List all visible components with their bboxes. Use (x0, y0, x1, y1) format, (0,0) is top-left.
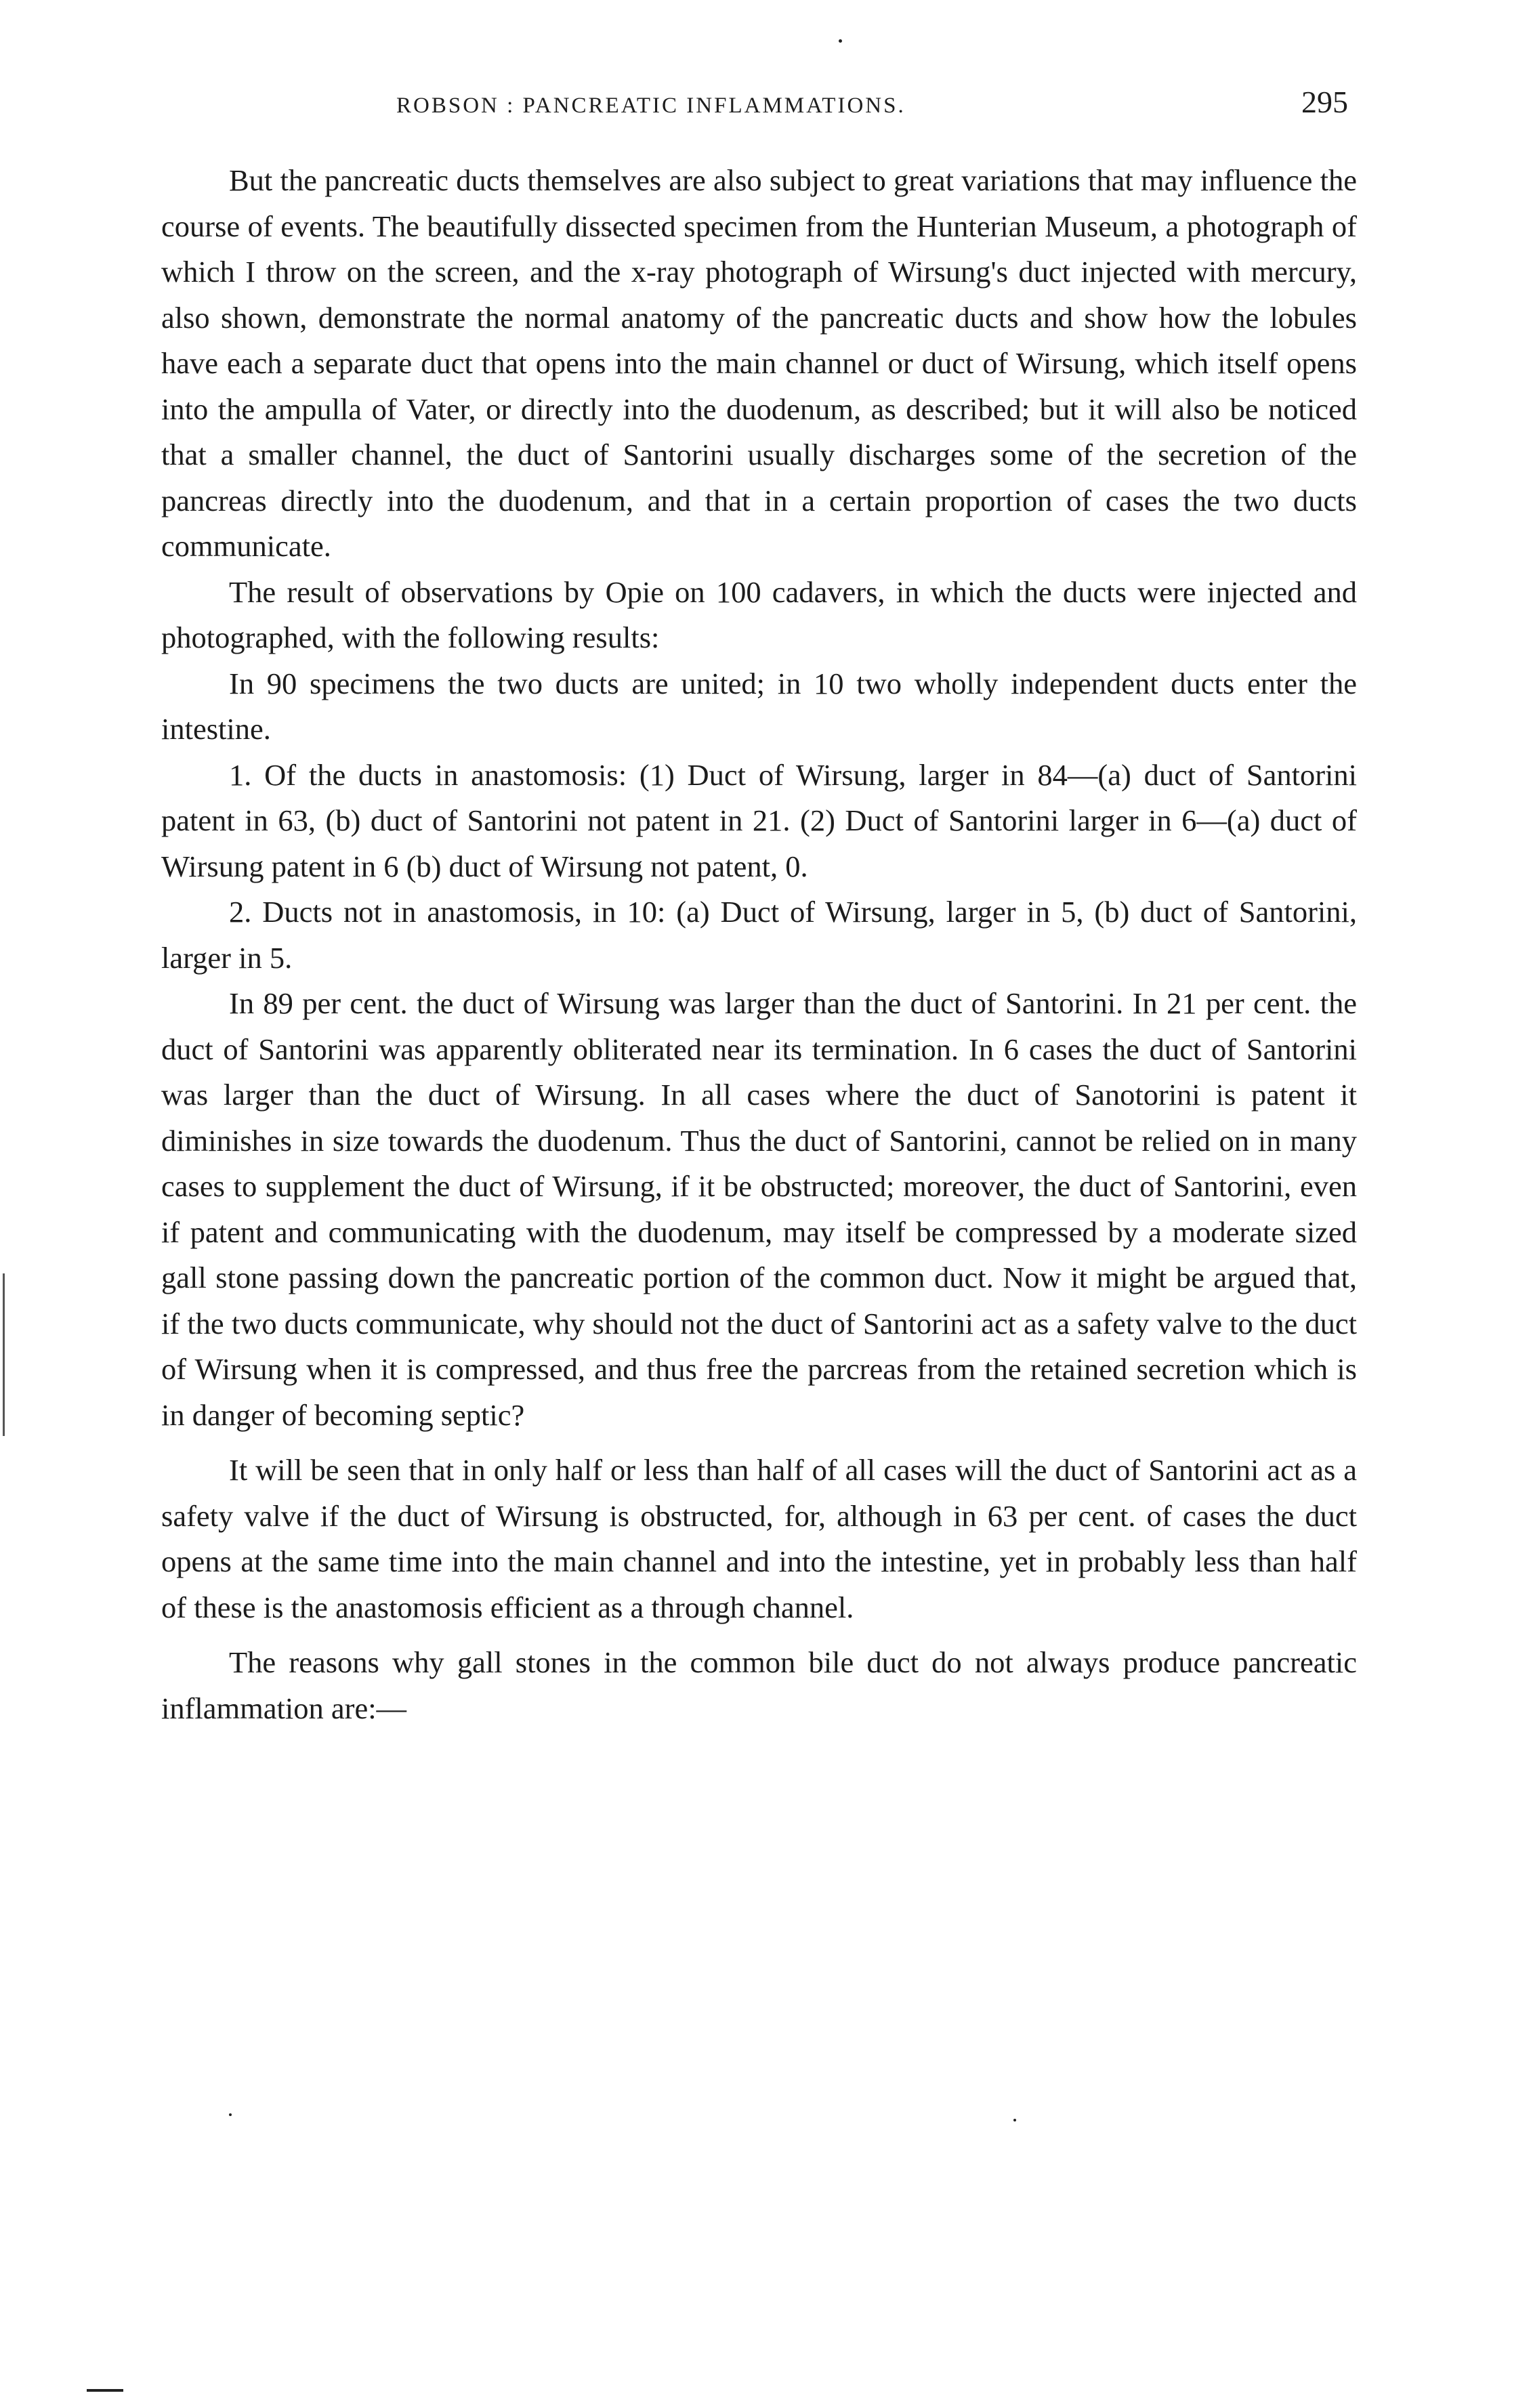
paragraph-ducts-in-anastomosis: 1. Of the ducts in anastomosis: (1) Duct of Wirsung, larger in 84—(a) duct of Santorini patent in 63, (b) duct of Santorini not patent in 21. (2) Duct of Santorini larger in 6—(a) duct of Wirsung patent in 6 (b) duct of Wirsung not patent, 0. (161, 757, 1357, 883)
margin-rule-left (3, 1273, 5, 1436)
paragraph-reasons: The reasons why gall stones in the common bile duct do not always produce pancreatic inflammation are:— (161, 1645, 1357, 1725)
body-text (161, 158, 1357, 1731)
paragraph-safety-valve: It will be seen that in only half or less than half of all cases will the duct of Santorini act as a safety valve if the duct of Wirsung is obstructed, for, although in 63 per cent. of cases the duct opens at the same time into the main channel and into the intestine, yet in probably less than half of these is the anastomosis efficient as a through channel. (161, 1453, 1357, 1624)
corner-mark-bottom-left (87, 2389, 123, 2392)
print-speck-bottom-right (1013, 2119, 1016, 2121)
print-speck-bottom-left (229, 2113, 232, 2116)
paragraph-percentages: In 89 per cent. the duct of Wirsung was larger than the duct of Santorini. In 21 per cent. the duct of Santorini was apparently obliterated near its termination. In 6 cases the duct of Santorini was larger than the duct of Wirsung. In all cases where the duct of Sanotorini is patent it diminishes in size towards the duodenum. Thus the duct of Santorini, cannot be relied on in many cases to supplement the duct of Wirsung, if it be obstructed; moreover, the duct of Santorini, even if patent and communicating with the duodenum, may itself be compressed by a moderate sized gall stone passing down the pancreatic portion of the common duct. Now it might be argued that, if the two ducts communicate, why should not the duct of Santorini act as a safety valve to the duct of Wirsung when it is compressed, and thus free the parcreas from the retained secretion which is in danger of becoming septic? (161, 986, 1357, 1432)
running-title: ROBSON : PANCREATIC INFLAMMATIONS. (396, 93, 906, 118)
paragraph-ducts-variations: But the pancreatic ducts themselves are also subject to great variations that may influence the course of events. The beautifully dissected specimen from the Hunterian Museum, a photograph of which I throw on the screen, and the x-ray photograph of Wirsung's duct injected with mercury, also shown, demonstrate the normal anatomy of the pancreatic ducts and show how the lobules have each a separate duct that opens into the main channel or duct of Wirsung, which itself opens into the ampulla of Vater, or directly into the duodenum, as described; but it will also be noticed that a smaller channel, the duct of Santorini usually discharges some of the secretion of the pancreas directly into the duodenum, and that in a certain proportion of cases the two ducts communicate. (161, 163, 1357, 563)
print-speck-top (839, 39, 842, 43)
paragraph-opie-observations: The result of observations by Opie on 100 cadavers, in which the ducts were injected and photographed, with the following results: (161, 574, 1357, 654)
page-number: 295 (1301, 85, 1348, 119)
paragraph-ducts-not-in-anastomosis: 2. Ducts not in anastomosis, in 10: (a) Duct of Wirsung, larger in 5, (b) duct of Santorini, larger in 5. (161, 895, 1357, 975)
paragraph-specimens-united: In 90 specimens the two ducts are united; in 10 two wholly independent ducts enter the intestine. (161, 666, 1357, 746)
